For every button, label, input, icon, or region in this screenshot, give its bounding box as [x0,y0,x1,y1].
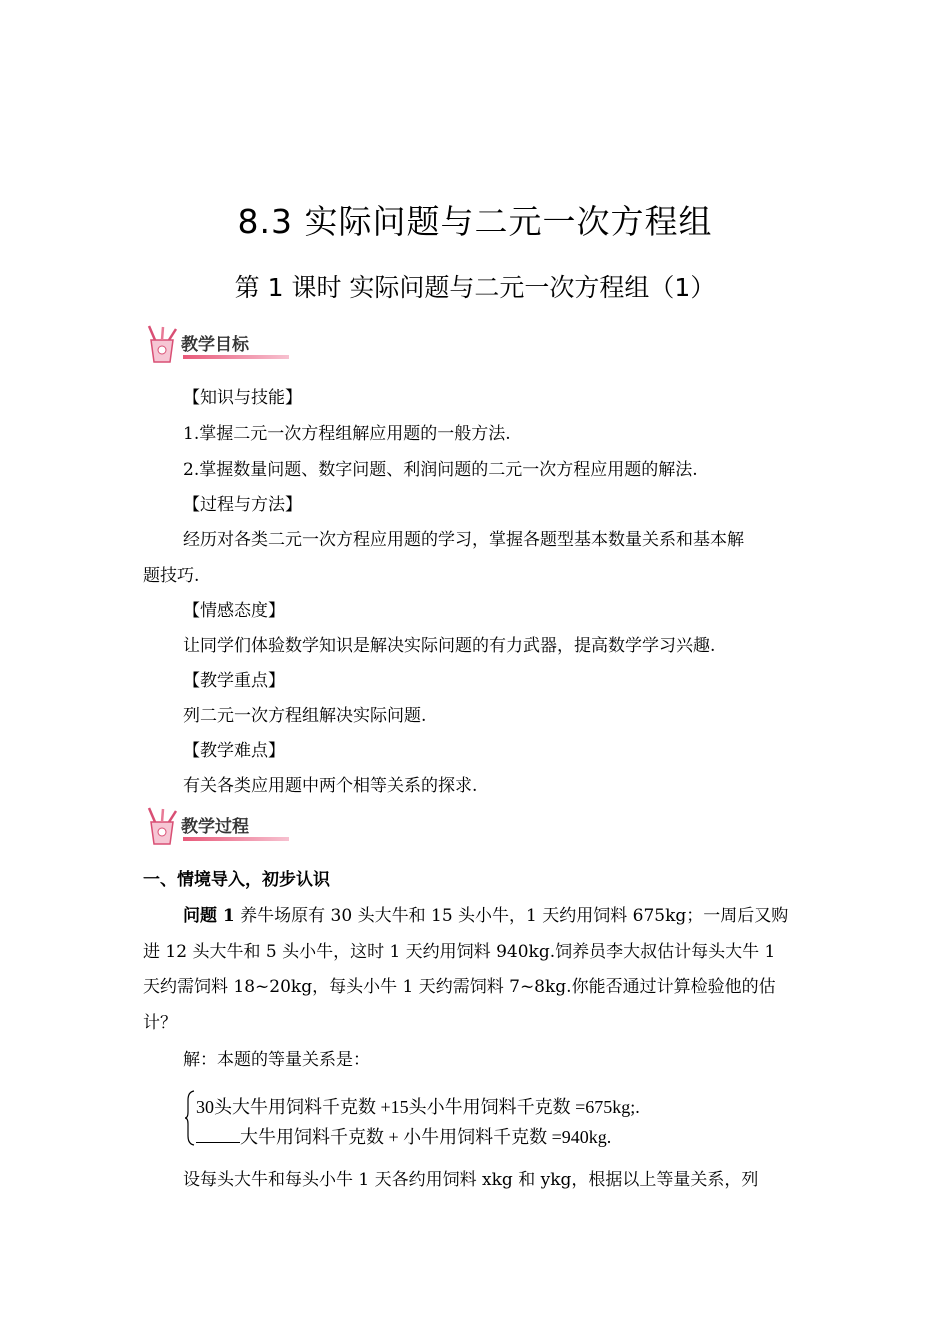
problem-line-4: 计？ [143,1013,177,1033]
difficulty-text: 有关各类应用题中两个相等关系的探求. [183,776,478,796]
solution-intro: 解：本题的等量关系是： [183,1050,370,1070]
equation-2-text: 大牛用饲料千克数 + 小牛用饲料千克数 =940kg. [240,1127,612,1147]
emotion-text: 让同学们体验数学知识是解决实际问题的有力武器，提高数学学习兴趣. [183,636,716,656]
page-subtitle: 第 1 课时 实际问题与二元一次方程组（1） [234,273,716,302]
equation-1: 30头大牛用饲料千克数 +15头小牛用饲料千克数 =675kg;. [196,1097,640,1117]
problem-line-1 [183,898,823,934]
knowledge-heading: 【知识与技能】 [183,388,302,408]
section-badge-objectives [143,324,291,364]
section-heading: 一、情境导入，初步认识 [143,870,330,890]
fill-in-blank[interactable] [196,1128,240,1143]
badge-label: 教学目标 [181,335,249,355]
equation-brace [184,1090,196,1146]
equation-2 [196,1123,611,1149]
problem-line-2: 进 12 头大牛和 5 头小牛，这时 1 天约用饲料 940kg.饲养员李大叔估计每头大牛 1 [143,942,776,962]
badge-label: 教学过程 [181,817,249,837]
process-text-line2: 题技巧. [143,566,200,586]
key-point-text: 列二元一次方程组解决实际问题. [183,706,427,726]
setup-line: 设每头大牛和每头小牛 1 天各约用饲料 xkg 和 ykg，根据以上等量关系，列 [183,1170,759,1190]
knowledge-item-2: 2.掌握数量问题、数字问题、利润问题的二元一次方程应用题的解法. [183,460,698,480]
difficulty-heading: 【教学难点】 [183,741,285,761]
key-point-heading: 【教学重点】 [183,671,285,691]
emotion-heading: 【情感态度】 [183,601,285,621]
badge-underline [183,355,289,359]
problem-line-3: 天约需饲料 18~20kg，每头小牛 1 天约需饲料 7~8kg.你能否通过计算检验他的估 [143,977,776,997]
problem-text: 养牛场原有 30 头大牛和 15 头小牛，1 天约用饲料 675kg；一周后又购 [234,906,789,926]
process-heading: 【过程与方法】 [183,495,302,515]
knowledge-item-1: 1.掌握二元一次方程组解应用题的一般方法. [183,424,511,444]
pencil-cup-icon [143,806,183,848]
page-title: 8.3 实际问题与二元一次方程组 [237,202,713,241]
pencil-cup-icon [143,324,183,366]
problem-label: 问题 1 [183,906,235,926]
process-text-line1: 经历对各类二元一次方程应用题的学习，掌握各题型基本数量关系和基本解 [183,530,744,550]
section-badge-process [143,806,291,846]
badge-underline [183,837,289,841]
